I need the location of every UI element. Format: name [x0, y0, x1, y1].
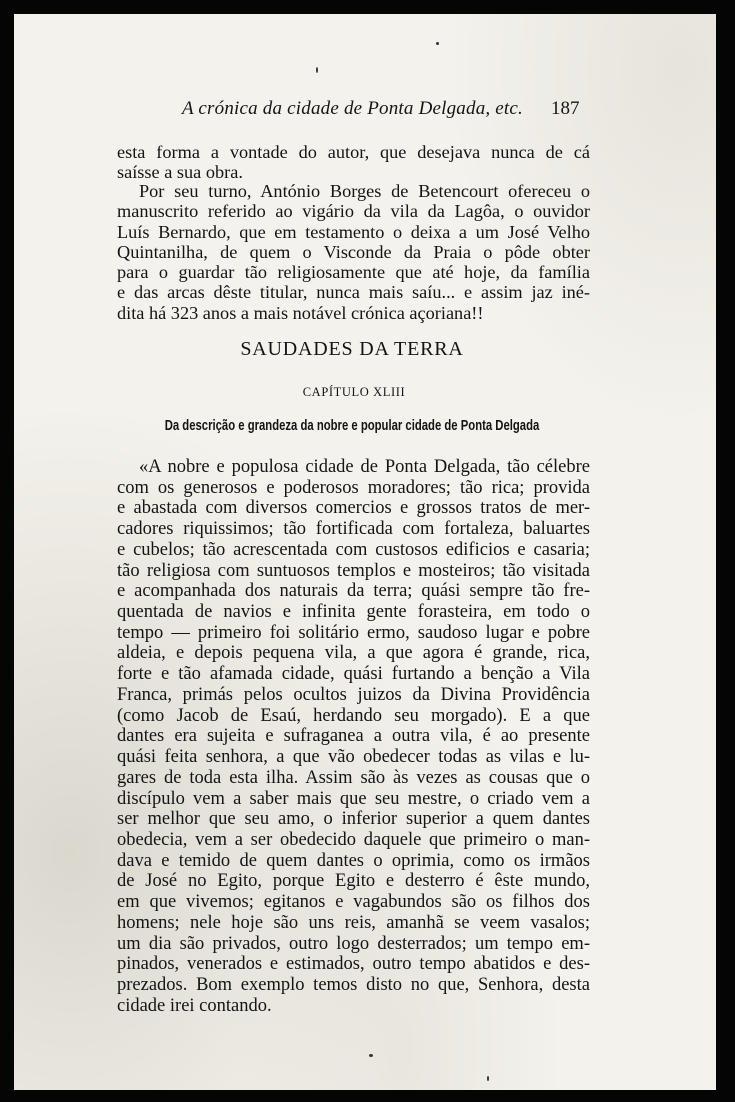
text-line: Quintanilha, de quem o Visconde da Praia o pôde obter	[117, 241, 590, 262]
book-page	[14, 14, 716, 1090]
text-line: dantes era sujeita e sufraganea a outra vila, é ao presente	[117, 726, 590, 747]
ink-speck	[436, 42, 439, 45]
text-line: e abastada com diversos comercios e grossos tratos de mer-	[117, 498, 590, 519]
text-line: discípulo vem a saber mais que seu mestre, o criado vem a	[117, 788, 590, 809]
ink-speck	[487, 1076, 489, 1081]
paragraph-city-description	[117, 457, 590, 1016]
text-line: em que vivemos; egitanos e vagabundos são os filhos dos	[117, 892, 590, 913]
text-line: ser melhor que seu amo, o inferior superior a quem dantes	[117, 809, 590, 830]
text-line: manuscrito referido ao vigário da vila da Lagôa, o ouvidor	[117, 201, 590, 222]
text-line: quentada de navios e infinita gente forasteira, em todo o	[117, 602, 590, 623]
text-line: obedecia, vem a ser obedecido daquele que primeiro o man-	[117, 829, 590, 850]
text-line: prezados. Bom exemplo temos disto no que, Senhora, desta	[117, 974, 590, 995]
text-line: pinados, venerados e estimados, outro tempo abatidos e des-	[117, 954, 590, 975]
text-line: e acompanhada dos naturais da terra; quási sempre tão fre-	[117, 581, 590, 602]
text-line: gares de toda esta ilha. Assim são às vezes as cousas que o	[117, 767, 590, 788]
text-line: homens; nele hoje são uns reis, amanhã se veem vasalos;	[117, 912, 590, 933]
text-line: e cubelos; tão acrescentada com custosos edificios e casaria;	[117, 539, 590, 560]
text-line: forte e tão afamada cidade, quási furtando a benção a Vila	[117, 664, 590, 685]
text-line: dava e temido de quem dantes o oprimia, como os irmãos	[117, 850, 590, 871]
text-line: Franca, primás pelos ocultos juizos da Divina Providência	[117, 684, 590, 705]
text-line: de José no Egito, porque Egito e desterro é êste mundo,	[117, 871, 590, 892]
ink-speck	[316, 67, 318, 73]
page-number: 187	[551, 98, 580, 119]
text-line: esta forma a vontade do autor, que desejava nunca de cá	[117, 142, 590, 162]
paragraph-continuation	[117, 142, 590, 183]
text-line: Por seu turno, António Borges de Betencourt ofereceu o	[139, 181, 590, 201]
text-line: dita há 323 anos a mais notável crónica açoriana!!	[117, 302, 484, 323]
text-line: cidade irei contando.	[117, 995, 272, 1016]
text-line: «A nobre e populosa cidade de Ponta Delgada, tão célebre	[139, 457, 590, 477]
text-line: um dia são privados, outro logo desterrados; um tempo em-	[117, 933, 590, 954]
chapter-subtitle: Da descrição e grandeza da nobre e popular cidade de Ponta Delgada	[164, 418, 540, 434]
section-title: SAUDADES DA TERRA	[240, 338, 464, 360]
text-line: aldeia, e depois pequena vila, a que agora é grande, rica,	[117, 643, 590, 664]
chapter-heading: CAPÍTULO XLIII	[302, 385, 406, 399]
text-line: (como Jacob de Esaú, herdando seu morgado). E a que	[117, 705, 590, 726]
paragraph-manuscript-history	[117, 181, 590, 323]
text-line: saísse a sua obra.	[117, 162, 243, 183]
text-line: quási feita senhora, a que vão obedecer todas as vilas e lu-	[117, 747, 590, 768]
text-line: Luís Bernardo, que em testamento o deixa a um José Velho	[117, 221, 590, 242]
ink-speck	[369, 1054, 373, 1057]
text-line: tão religiosa com suntuosos templos e mosteiros; tão visitada	[117, 560, 590, 581]
text-line: cadores riquissimos; tão fortificada com fortaleza, baluartes	[117, 519, 590, 540]
text-line: tempo — primeiro foi solitário ermo, saudoso lugar e pobre	[117, 622, 590, 643]
text-line: para o guardar tão religiosamente que até hoje, da família	[117, 262, 590, 283]
text-line: com os generosos e poderosos moradores; tão rica; provida	[117, 477, 590, 498]
running-head: A crónica da cidade de Ponta Delgada, etc.	[182, 98, 523, 119]
text-line: e das arcas dêste titular, nunca mais saíu... e assim jaz iné-	[117, 282, 590, 303]
